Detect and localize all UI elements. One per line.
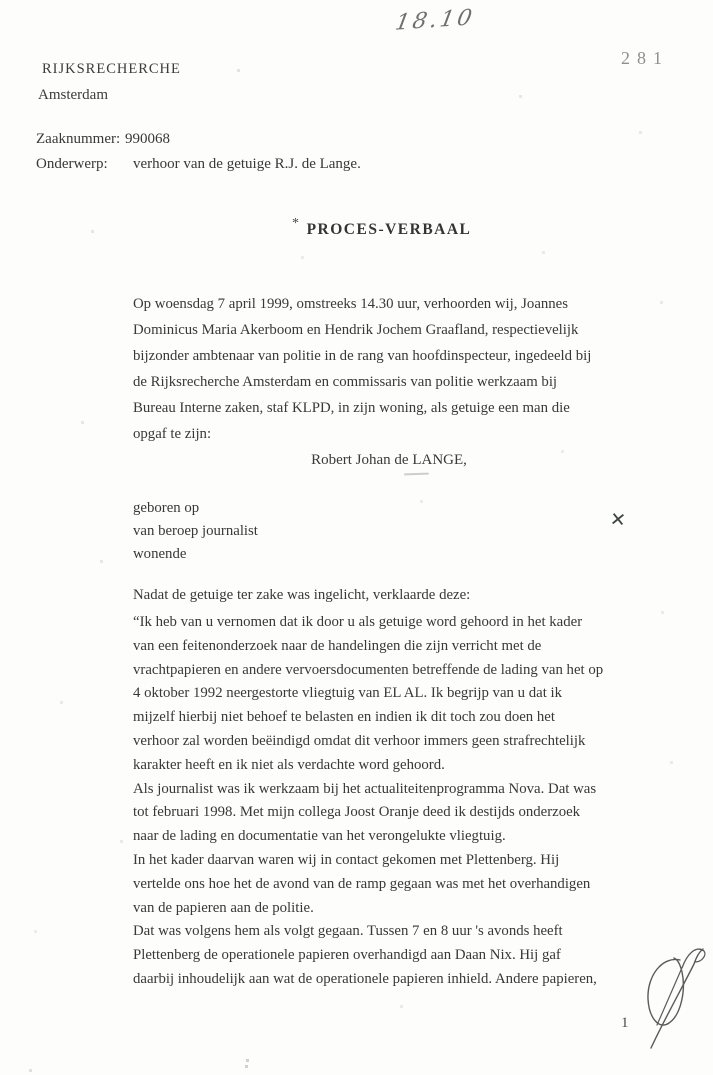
organization-city: Amsterdam — [38, 87, 108, 103]
statement-line: 4 oktober 1992 neergestorte vliegtuig van EL AL. Ik begrijp van u dat ik — [133, 685, 563, 702]
statement-line: van de papieren aan de politie. — [133, 899, 314, 916]
statement-line: tot februari 1998. Met mijn collega Joost Oranje deed ik destijds onderzoek — [133, 804, 581, 821]
personal-line: van beroep journalist — [133, 523, 258, 539]
intro-paragraph — [133, 291, 591, 447]
statement-line: verhoor zal worden beëindigd omdat dit verhoor immers geen strafrechtelijk — [133, 732, 586, 749]
page-stamp-number: 281 — [621, 48, 669, 68]
handwritten-note: 18.10 — [393, 5, 477, 36]
statement-line: vertelde ons hoe het de avond van de ramp gegaan was met het overhandigen — [133, 875, 591, 892]
statement-line: Als journalist was ik werkzaam bij het actualiteitenprogramma Nova. Dat was — [133, 780, 597, 797]
case-number-row — [36, 131, 170, 148]
intro-line: Op woensdag 7 april 1999, omstreeks 14.30 uur, verhoorden wij, Joannes — [133, 296, 569, 312]
statement-lead: Nadat de getuige ter zake was ingelicht, verklaarde deze: — [133, 587, 471, 603]
document-title: PROCES-VERBAAL — [306, 221, 472, 238]
statement-line: van een feitenonderzoek naar de handelingen die zijn verricht met de — [133, 637, 542, 654]
statement-line: mijzelf hierbij niet behoef te belasten en indien ik dit toch zou doen het — [133, 709, 555, 726]
intro-line: Bureau Interne zaken, staf KLPD, in zijn woning, als getuige een man die — [133, 400, 570, 416]
x-mark-icon: ✕ — [608, 508, 628, 532]
subject-row — [36, 156, 361, 173]
underline-smudge — [404, 473, 429, 476]
page-number: 1 — [621, 1015, 629, 1031]
statement-line: “Ik heb van u vernomen dat ik door u als getuige word gehoord in het kader — [133, 614, 583, 630]
statement-line: Plettenberg de operationele papieren overhandigd aan Daan Nix. Hij gaf — [133, 947, 561, 964]
intro-line: opgaf te zijn: — [133, 426, 212, 442]
personal-line: wonende — [133, 546, 187, 562]
title-asterisk-mark: * — [292, 216, 299, 231]
case-number-label: Zaaknummer: — [36, 131, 121, 147]
intro-line: bijzonder ambtenaar van politie in de rang van hoofdinspecteur, ingedeeld bij — [133, 348, 592, 364]
intro-line: de Rijksrecherche Amsterdam en commissaris van politie werkzaam bij — [133, 374, 558, 390]
case-number-value: 990068 — [125, 131, 170, 147]
statement-line: Dat was volgens hem als volgt gegaan. Tussen 7 en 8 uur 's avonds heeft — [133, 923, 563, 940]
personal-line: geboren op — [133, 500, 200, 516]
witness-name: Robert Johan de LANGE, — [311, 452, 467, 468]
intro-line: Dominicus Maria Akerboom en Hendrik Jochem Graafland, respectievelijk — [133, 322, 579, 338]
statement-paragraph — [133, 611, 603, 992]
statement-line: daarbij inhoudelijk aan wat de operationele papieren inhield. Andere papieren, — [133, 970, 597, 987]
signature-paraph-icon — [636, 938, 708, 1050]
statement-line: vrachtpapieren en andere vervoersdocumenten betreffende de lading van het op — [133, 661, 604, 678]
scan-noise — [0, 0, 1, 1]
statement-line: In het kader daarvan waren wij in contact gekomen met Plettenberg. Hij — [133, 851, 560, 868]
statement-line: naar de lading en documentatie van het verongelukte vliegtuig. — [133, 828, 506, 845]
subject-label: Onderwerp: — [36, 156, 108, 172]
statement-line: karakter heeft en ik niet als verdachte word gehoord. — [133, 756, 445, 773]
personal-info-block — [133, 497, 258, 566]
subject-value: verhoor van de getuige R.J. de Lange. — [133, 156, 361, 172]
organization-name: RIJKSRECHERCHE — [42, 61, 181, 77]
